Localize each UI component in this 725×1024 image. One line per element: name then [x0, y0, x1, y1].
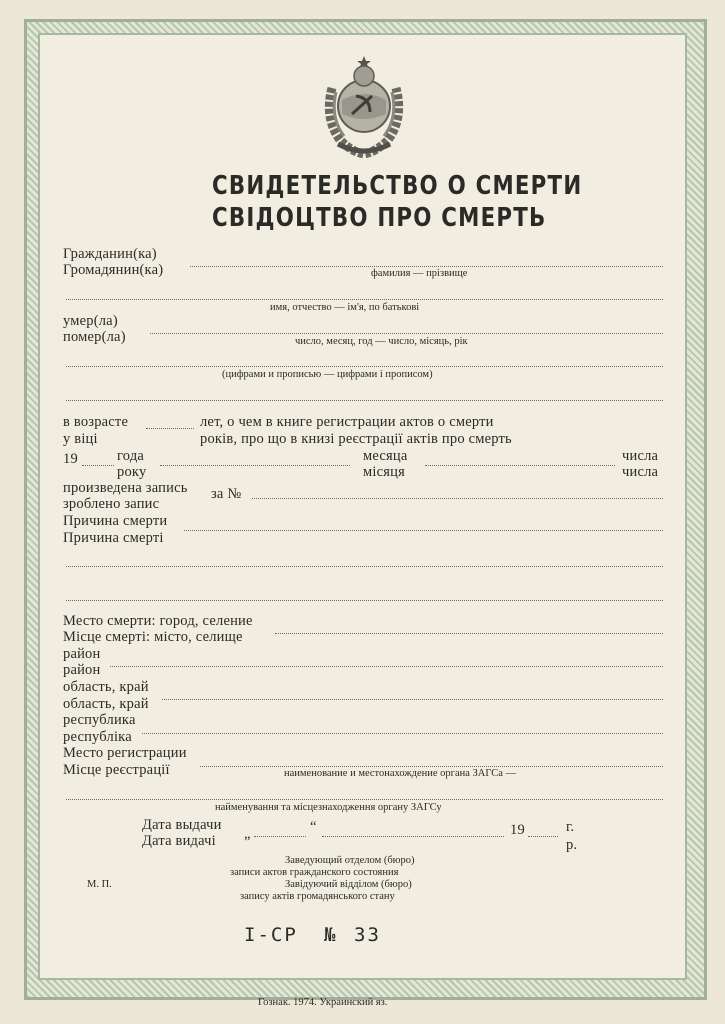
registration-hint-ru: наименование и местонахождение органа ЗАГСа — [284, 768, 517, 779]
region-line[interactable] [162, 699, 663, 700]
issue-year-ru: г. [566, 819, 575, 835]
record-number-label: за № [211, 486, 242, 502]
citizen-label-ru: Гражданин(ка) [63, 246, 157, 262]
record-label-ru: произведена запись [63, 480, 188, 496]
name-hint: имя, отчество — ім'я, по батькові [270, 302, 420, 313]
head-line-2: записи актов гражданского состояния [230, 867, 399, 878]
record-month-ru: месяца [363, 448, 408, 464]
surname-hint: фамилия — прізвище [371, 268, 468, 279]
district-label-uk: район [63, 662, 101, 678]
issue-year-uk: р. [566, 837, 578, 853]
record-year-ru: года [117, 448, 145, 464]
title-ru: СВИДЕТЕЛЬСТВО О СМЕРТИ [212, 171, 583, 201]
death-date-words-line[interactable] [66, 366, 663, 367]
record-label-uk: зроблено запис [63, 496, 160, 512]
serial-number: 33 [354, 924, 381, 946]
record-day-line[interactable] [425, 465, 615, 466]
surname-line[interactable] [190, 266, 663, 267]
ussr-coat-of-arms-icon [312, 48, 416, 158]
district-line[interactable] [110, 666, 663, 667]
head-line-1: Заведующий отделом (бюро) [285, 855, 415, 866]
cause-line-3[interactable] [66, 600, 663, 601]
head-line-3: Завідуючий відділом (бюро) [285, 879, 412, 890]
record-day-ru: числа [622, 448, 659, 464]
issue-year-prefix: 19 [510, 822, 525, 838]
age-text-ru: лет, о чем в книге регистрации актов о смерти [200, 414, 494, 430]
issue-date-label-uk: Дата видачі [142, 833, 216, 849]
serial-series: I-СР [244, 924, 298, 946]
death-date-line[interactable] [150, 333, 663, 334]
age-label-uk: у віці [63, 431, 98, 447]
age-line[interactable] [146, 428, 194, 429]
died-label-uk: помер(ла) [63, 329, 126, 345]
district-label-ru: район [63, 646, 101, 662]
place-label-uk: Місце смерті: місто, селище [63, 629, 243, 645]
cause-line-1[interactable] [184, 530, 663, 531]
died-label-ru: умер(ла) [63, 313, 118, 329]
record-year-uk: року [117, 464, 147, 480]
issue-date-label-ru: Дата выдачи [142, 817, 222, 833]
record-number-line[interactable] [252, 498, 663, 499]
registration-line-1[interactable] [200, 766, 663, 767]
republic-label-uk: республіка [63, 729, 132, 745]
record-month-line[interactable] [160, 465, 350, 466]
issue-open-quote: „ [244, 826, 251, 842]
age-label-ru: в возрасте [63, 414, 129, 430]
republic-label-ru: республика [63, 712, 136, 728]
issue-day-line[interactable] [254, 836, 306, 837]
issue-close-quote: “ [310, 819, 317, 835]
registration-label-ru: Место регистрации [63, 745, 187, 761]
stamp-place: М. П. [87, 879, 112, 890]
death-date-hint: число, месяц, год — число, місяць, рік [295, 336, 468, 347]
region-label-uk: область, край [63, 696, 149, 712]
head-line-4: запису актів громадянського стану [240, 891, 395, 902]
registration-label-uk: Місце реєстрації [63, 762, 170, 778]
registration-hint-uk: найменування та місцезнаходження органу ЗАГСу [215, 802, 442, 813]
age-text-uk: років, про що в книзі реєстрації актів про смерть [200, 431, 512, 447]
issue-month-line[interactable] [322, 836, 504, 837]
place-city-line[interactable] [275, 633, 663, 634]
record-day-uk: числа [622, 464, 659, 480]
death-date-words-hint: (цифрами и прописью — цифрами і прописом) [222, 369, 433, 380]
registration-line-2[interactable] [66, 799, 663, 800]
record-month-uk: місяця [363, 464, 405, 480]
record-year-line[interactable] [82, 465, 114, 466]
place-label-ru: Место смерти: город, селение [63, 613, 253, 629]
citizen-label-uk: Громадянин(ка) [63, 262, 164, 278]
issue-year-line[interactable] [528, 836, 558, 837]
name-line[interactable] [66, 299, 663, 300]
record-year-prefix: 19 [63, 451, 78, 467]
printer-imprint: Гознак. 1974. Украинский яз. [258, 997, 388, 1008]
cause-line-2[interactable] [66, 566, 663, 567]
death-extra-line[interactable] [66, 400, 663, 401]
title-uk: СВІДОЦТВО ПРО СМЕРТЬ [212, 203, 547, 233]
serial-number-sign: № [324, 924, 338, 946]
cause-label-ru: Причина смерти [63, 513, 168, 529]
region-label-ru: область, край [63, 679, 149, 695]
republic-line[interactable] [142, 733, 663, 734]
cause-label-uk: Причина смерті [63, 530, 164, 546]
